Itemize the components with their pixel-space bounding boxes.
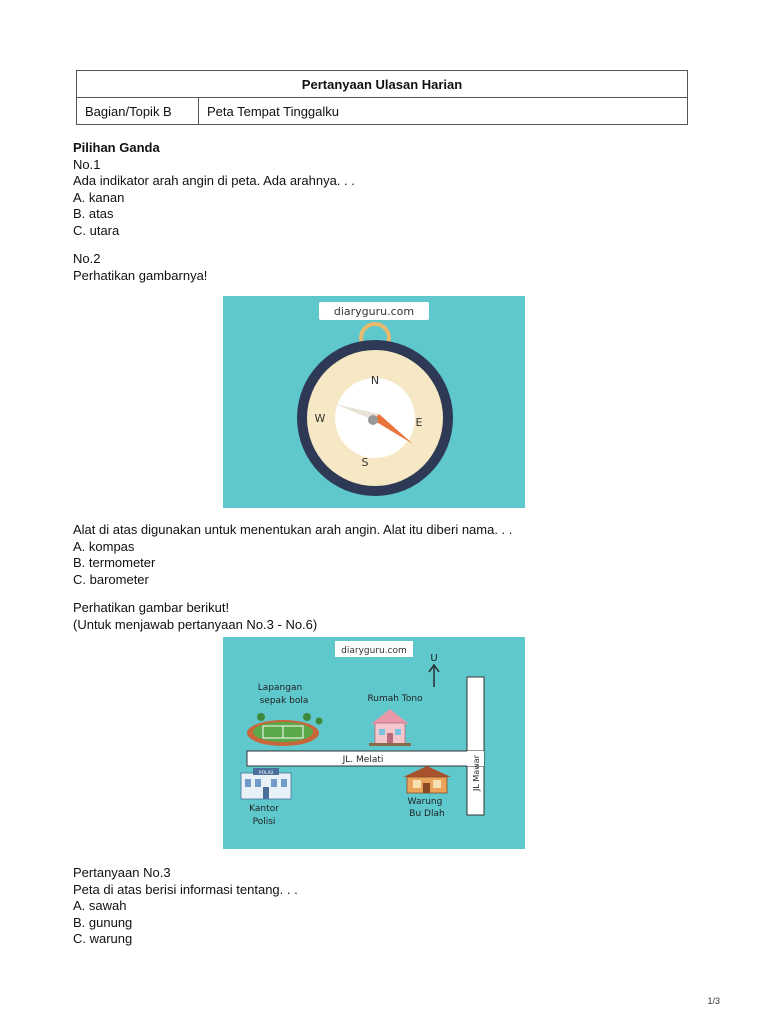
q1-option-c: C. utara <box>73 222 120 238</box>
q1-option-b: B. atas <box>73 206 114 221</box>
shop-icon <box>403 766 451 793</box>
field-label-1: Lapangan <box>257 683 303 693</box>
street-melati-label: JL. Melati <box>342 755 384 765</box>
map-intro-line2: (Untuk menjawab pertanyaan No.3 - No.6) <box>73 616 318 632</box>
page-number: 1/3 <box>707 996 720 1006</box>
compass-north-label: N <box>370 374 380 387</box>
shop-label-1: Warung <box>407 797 443 807</box>
compass-west-label: W <box>314 412 326 425</box>
q2-option-c: C. barometer <box>73 571 149 587</box>
police-label-2: Polisi <box>252 817 276 827</box>
q2-text: Alat di atas digunakan untuk menentukan arah angin. Alat itu diberi nama. . . <box>73 522 513 537</box>
football-field-icon <box>247 713 323 746</box>
police-label-1: Kantor <box>249 804 279 814</box>
q2-number: No.2 <box>73 251 101 266</box>
map-intro-line1: Perhatikan gambar berikut! <box>73 600 230 615</box>
q3-text: Peta di atas berisi informasi tentang. . . <box>73 881 298 897</box>
section-label: Bagian/Topik B <box>77 98 199 125</box>
q3-option-c: C. warung <box>73 931 133 946</box>
section-heading: Pilihan Ganda <box>73 140 160 155</box>
header-table <box>76 70 688 125</box>
q3-option-a: A. sawah <box>73 898 127 913</box>
worksheet-content <box>73 140 693 948</box>
house-icon <box>369 709 411 746</box>
q2-option-a: A. kompas <box>73 538 135 554</box>
q2-instruction: Perhatikan gambarnya! <box>73 267 208 283</box>
street-mawar <box>467 677 484 815</box>
compass-south-label: S <box>361 456 369 469</box>
map-figure <box>223 637 525 849</box>
q3-number: Pertanyaan No.3 <box>73 865 171 880</box>
section-value: Peta Tempat Tinggalku <box>199 98 688 125</box>
field-label-2: sepak bola <box>259 696 309 706</box>
compass-figure <box>223 296 525 508</box>
header-title: Pertanyaan Ulasan Harian <box>77 71 688 98</box>
shop-label-2: Bu Dlah <box>409 809 445 819</box>
q2-option-b: B. termometer <box>73 555 156 570</box>
street-mawar-label: JL Mawar <box>472 755 481 791</box>
q1-option-a: A. kanan <box>73 189 125 205</box>
police-station-icon <box>241 768 291 799</box>
north-label: U <box>430 653 438 664</box>
compass-watermark: diaryguru.com <box>333 305 415 318</box>
compass-east-label: E <box>415 416 423 429</box>
house-label: Rumah Tono <box>367 694 423 704</box>
police-sign: POLISI <box>258 771 274 776</box>
q1-number: No.1 <box>73 156 101 172</box>
q3-option-b: B. gunung <box>73 914 133 930</box>
map-watermark: diaryguru.com <box>341 646 407 656</box>
q1-text: Ada indikator arah angin di peta. Ada arahnya. . . <box>73 173 355 188</box>
